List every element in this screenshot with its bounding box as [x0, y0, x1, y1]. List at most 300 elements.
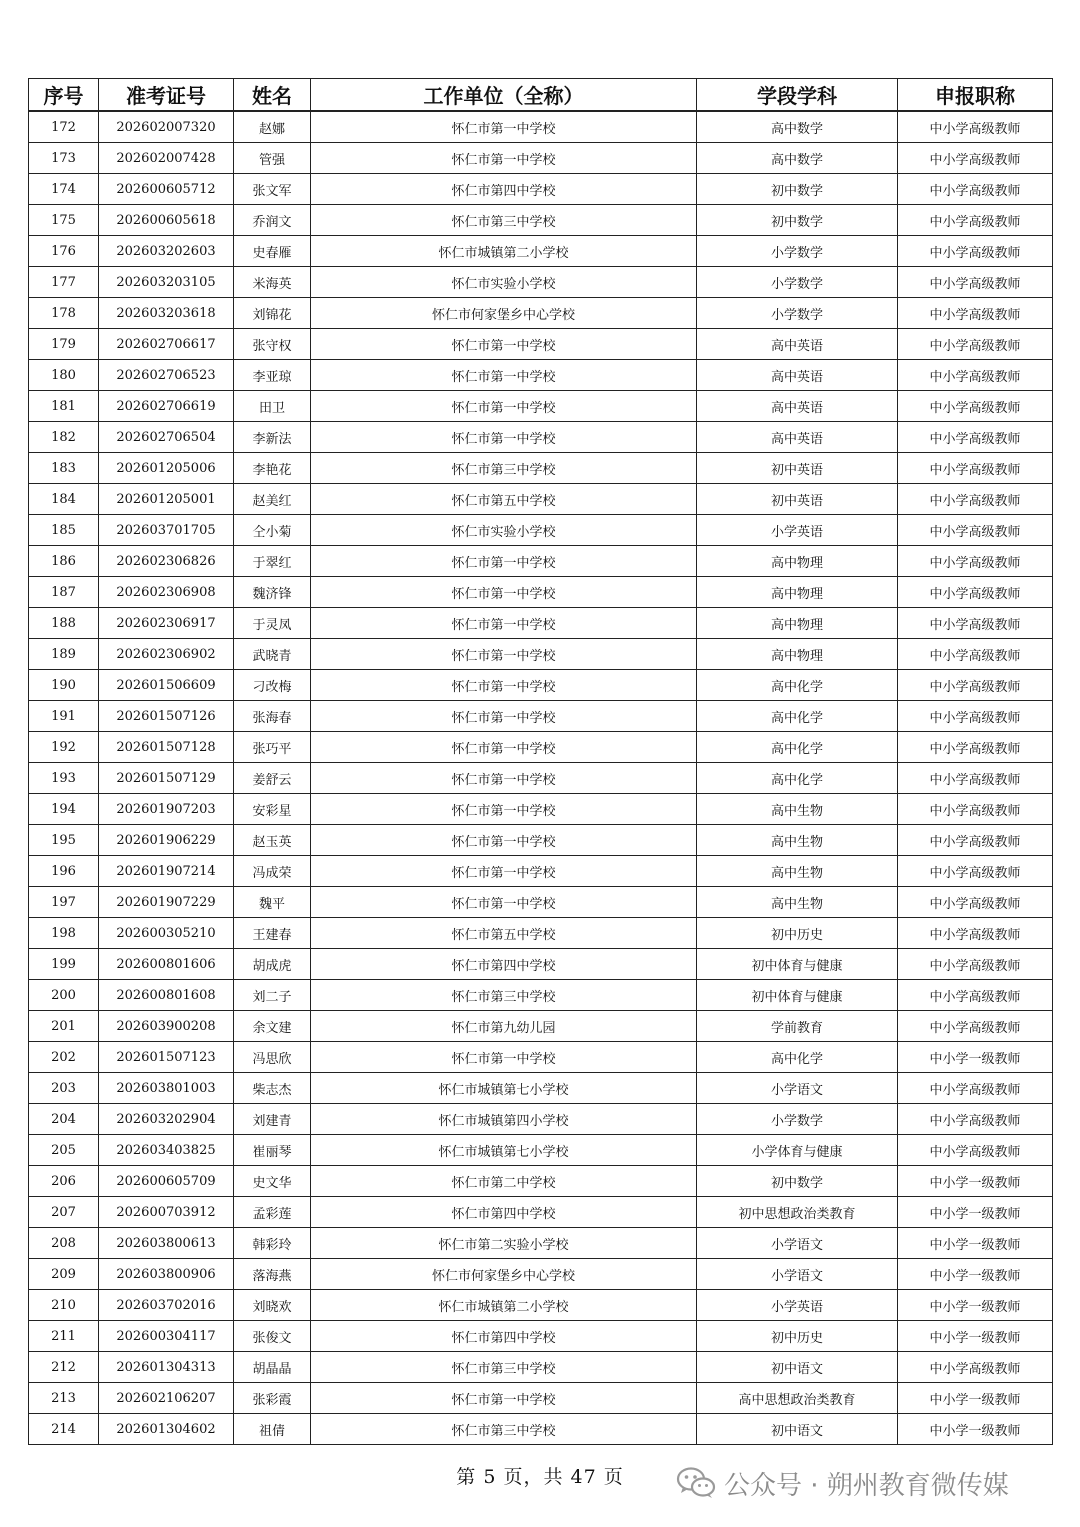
cell-title: 中小学高级教师 [898, 577, 1053, 608]
cell-work-unit: 怀仁市第一中学校 [311, 1383, 697, 1414]
cell-work-unit: 怀仁市第五中学校 [311, 918, 697, 949]
table-row [29, 639, 1053, 670]
cell-serial: 185 [29, 515, 99, 546]
cell-title: 中小学高级教师 [898, 391, 1053, 422]
table-row [29, 1166, 1053, 1197]
cell-subject: 初中思想政治类教育 [697, 1197, 898, 1228]
cell-work-unit: 怀仁市第一中学校 [311, 794, 697, 825]
cell-exam-id: 202603701705 [99, 515, 234, 546]
table-row [29, 825, 1053, 856]
table-row [29, 360, 1053, 391]
cell-subject: 初中英语 [697, 453, 898, 484]
cell-subject: 初中体育与健康 [697, 949, 898, 980]
cell-title: 中小学高级教师 [898, 143, 1053, 174]
cell-serial: 199 [29, 949, 99, 980]
cell-title: 中小学高级教师 [898, 794, 1053, 825]
cell-subject: 高中思想政治类教育 [697, 1383, 898, 1414]
cell-subject: 高中英语 [697, 360, 898, 391]
cell-serial: 198 [29, 918, 99, 949]
cell-subject: 高中生物 [697, 825, 898, 856]
table-row [29, 453, 1053, 484]
cell-title: 中小学高级教师 [898, 639, 1053, 670]
table-row [29, 1042, 1053, 1073]
cell-name: 张海春 [234, 701, 311, 732]
cell-exam-id: 202600305210 [99, 918, 234, 949]
cell-exam-id: 202601507129 [99, 763, 234, 794]
cell-subject: 高中生物 [697, 794, 898, 825]
cell-name: 张俊文 [234, 1321, 311, 1352]
cell-exam-id: 202603202603 [99, 236, 234, 267]
cell-exam-id: 202602706619 [99, 391, 234, 422]
cell-work-unit: 怀仁市城镇第四小学校 [311, 1104, 697, 1135]
cell-work-unit: 怀仁市第三中学校 [311, 1352, 697, 1383]
cell-exam-id: 202602706617 [99, 329, 234, 360]
cell-name: 魏济锋 [234, 577, 311, 608]
cell-serial: 197 [29, 887, 99, 918]
cell-title: 中小学高级教师 [898, 887, 1053, 918]
cell-name: 管强 [234, 143, 311, 174]
cell-serial: 208 [29, 1228, 99, 1259]
cell-exam-id: 202603203105 [99, 267, 234, 298]
cell-title: 中小学高级教师 [898, 174, 1053, 205]
cell-serial: 210 [29, 1290, 99, 1321]
cell-serial: 214 [29, 1414, 99, 1445]
table-row [29, 1321, 1053, 1352]
cell-name: 刘锦花 [234, 298, 311, 329]
cell-serial: 178 [29, 298, 99, 329]
cell-subject: 小学数学 [697, 267, 898, 298]
cell-work-unit: 怀仁市第一中学校 [311, 856, 697, 887]
cell-work-unit: 怀仁市第一中学校 [311, 639, 697, 670]
cell-exam-id: 202603702016 [99, 1290, 234, 1321]
cell-name: 李新法 [234, 422, 311, 453]
header-serial: 序号 [29, 79, 99, 112]
table-body [29, 111, 1053, 1445]
table-row [29, 670, 1053, 701]
cell-title: 中小学高级教师 [898, 918, 1053, 949]
cell-name: 余文建 [234, 1011, 311, 1042]
cell-title: 中小学高级教师 [898, 298, 1053, 329]
table-header [29, 79, 1053, 112]
cell-subject: 小学英语 [697, 1290, 898, 1321]
table-row [29, 856, 1053, 887]
table-row [29, 298, 1053, 329]
cell-exam-id: 202602306908 [99, 577, 234, 608]
cell-serial: 173 [29, 143, 99, 174]
cell-subject: 初中历史 [697, 918, 898, 949]
cell-subject: 初中语文 [697, 1352, 898, 1383]
cell-title: 中小学高级教师 [898, 484, 1053, 515]
cell-exam-id: 202602706523 [99, 360, 234, 391]
cell-subject: 高中数学 [697, 143, 898, 174]
cell-subject: 高中化学 [697, 701, 898, 732]
cell-title: 中小学一级教师 [898, 1414, 1053, 1445]
cell-serial: 194 [29, 794, 99, 825]
cell-exam-id: 202603202904 [99, 1104, 234, 1135]
cell-work-unit: 怀仁市第一中学校 [311, 546, 697, 577]
table-row [29, 329, 1053, 360]
cell-title: 中小学一级教师 [898, 1197, 1053, 1228]
cell-exam-id: 202600605618 [99, 205, 234, 236]
cell-exam-id: 202601507126 [99, 701, 234, 732]
cell-title: 中小学高级教师 [898, 546, 1053, 577]
cell-title: 中小学一级教师 [898, 1166, 1053, 1197]
table-row [29, 515, 1053, 546]
table-row [29, 887, 1053, 918]
cell-work-unit: 怀仁市第一中学校 [311, 887, 697, 918]
table-row [29, 732, 1053, 763]
table-row [29, 391, 1053, 422]
cell-name: 赵玉英 [234, 825, 311, 856]
cell-title: 中小学高级教师 [898, 422, 1053, 453]
table-row [29, 918, 1053, 949]
cell-work-unit: 怀仁市第一中学校 [311, 422, 697, 453]
cell-serial: 180 [29, 360, 99, 391]
cell-serial: 181 [29, 391, 99, 422]
cell-title: 中小学高级教师 [898, 360, 1053, 391]
cell-subject: 小学语文 [697, 1259, 898, 1290]
cell-serial: 204 [29, 1104, 99, 1135]
cell-serial: 186 [29, 546, 99, 577]
cell-subject: 小学数学 [697, 1104, 898, 1135]
cell-work-unit: 怀仁市第一中学校 [311, 1042, 697, 1073]
applicant-table [28, 78, 1053, 1445]
cell-work-unit: 怀仁市第一中学校 [311, 608, 697, 639]
table-row [29, 577, 1053, 608]
cell-serial: 211 [29, 1321, 99, 1352]
cell-name: 刘晓欢 [234, 1290, 311, 1321]
cell-subject: 小学数学 [697, 236, 898, 267]
table-row [29, 143, 1053, 174]
cell-serial: 193 [29, 763, 99, 794]
cell-name: 李艳花 [234, 453, 311, 484]
cell-exam-id: 202601507123 [99, 1042, 234, 1073]
cell-exam-id: 202600605712 [99, 174, 234, 205]
cell-work-unit: 怀仁市第一中学校 [311, 670, 697, 701]
cell-work-unit: 怀仁市第四中学校 [311, 1197, 697, 1228]
header-name: 姓名 [234, 79, 311, 112]
cell-name: 刘二子 [234, 980, 311, 1011]
cell-name: 孟彩莲 [234, 1197, 311, 1228]
cell-subject: 学前教育 [697, 1011, 898, 1042]
cell-name: 落海燕 [234, 1259, 311, 1290]
cell-work-unit: 怀仁市第一中学校 [311, 701, 697, 732]
cell-title: 中小学高级教师 [898, 732, 1053, 763]
cell-serial: 174 [29, 174, 99, 205]
cell-work-unit: 怀仁市第一中学校 [311, 825, 697, 856]
table-row [29, 1383, 1053, 1414]
cell-subject: 高中物理 [697, 639, 898, 670]
cell-serial: 213 [29, 1383, 99, 1414]
table-row [29, 546, 1053, 577]
cell-subject: 初中体育与健康 [697, 980, 898, 1011]
cell-work-unit: 怀仁市第九幼儿园 [311, 1011, 697, 1042]
table-row [29, 980, 1053, 1011]
cell-title: 中小学高级教师 [898, 856, 1053, 887]
cell-title: 中小学高级教师 [898, 267, 1053, 298]
cell-title: 中小学高级教师 [898, 980, 1053, 1011]
cell-exam-id: 202601907229 [99, 887, 234, 918]
cell-serial: 203 [29, 1073, 99, 1104]
cell-title: 中小学高级教师 [898, 236, 1053, 267]
cell-work-unit: 怀仁市第一中学校 [311, 111, 697, 143]
cell-title: 中小学高级教师 [898, 701, 1053, 732]
cell-serial: 187 [29, 577, 99, 608]
cell-serial: 201 [29, 1011, 99, 1042]
cell-name: 史春雁 [234, 236, 311, 267]
cell-work-unit: 怀仁市第一中学校 [311, 391, 697, 422]
cell-serial: 175 [29, 205, 99, 236]
cell-title: 中小学高级教师 [898, 608, 1053, 639]
cell-title: 中小学一级教师 [898, 1290, 1053, 1321]
cell-title: 中小学一级教师 [898, 1383, 1053, 1414]
cell-name: 田卫 [234, 391, 311, 422]
cell-subject: 高中物理 [697, 608, 898, 639]
cell-serial: 190 [29, 670, 99, 701]
cell-work-unit: 怀仁市第三中学校 [311, 1414, 697, 1445]
table-row [29, 1414, 1053, 1445]
cell-exam-id: 202602306826 [99, 546, 234, 577]
cell-exam-id: 202600801608 [99, 980, 234, 1011]
cell-serial: 200 [29, 980, 99, 1011]
cell-subject: 初中英语 [697, 484, 898, 515]
page-number: 第 5 页，共 47 页 [456, 1466, 624, 1488]
table-row [29, 111, 1053, 143]
cell-name: 崔丽琴 [234, 1135, 311, 1166]
table-row [29, 1228, 1053, 1259]
cell-name: 米海英 [234, 267, 311, 298]
cell-exam-id: 202601506609 [99, 670, 234, 701]
cell-exam-id: 202602106207 [99, 1383, 234, 1414]
cell-serial: 205 [29, 1135, 99, 1166]
cell-work-unit: 怀仁市第三中学校 [311, 205, 697, 236]
cell-title: 中小学高级教师 [898, 1011, 1053, 1042]
table-row [29, 267, 1053, 298]
cell-title: 中小学高级教师 [898, 1104, 1053, 1135]
cell-exam-id: 202603800613 [99, 1228, 234, 1259]
cell-work-unit: 怀仁市第一中学校 [311, 329, 697, 360]
cell-work-unit: 怀仁市城镇第二小学校 [311, 1290, 697, 1321]
cell-work-unit: 怀仁市何家堡乡中心学校 [311, 1259, 697, 1290]
cell-work-unit: 怀仁市第四中学校 [311, 174, 697, 205]
cell-subject: 初中历史 [697, 1321, 898, 1352]
cell-exam-id: 202602007320 [99, 111, 234, 143]
cell-title: 中小学高级教师 [898, 1073, 1053, 1104]
cell-work-unit: 怀仁市第二实验小学校 [311, 1228, 697, 1259]
cell-serial: 183 [29, 453, 99, 484]
cell-subject: 小学语文 [697, 1073, 898, 1104]
cell-subject: 高中化学 [697, 1042, 898, 1073]
cell-serial: 176 [29, 236, 99, 267]
cell-subject: 小学英语 [697, 515, 898, 546]
cell-exam-id: 202602306917 [99, 608, 234, 639]
cell-name: 张彩霞 [234, 1383, 311, 1414]
cell-name: 柴志杰 [234, 1073, 311, 1104]
cell-name: 胡晶晶 [234, 1352, 311, 1383]
cell-name: 胡成虎 [234, 949, 311, 980]
cell-serial: 195 [29, 825, 99, 856]
cell-name: 史文华 [234, 1166, 311, 1197]
cell-exam-id: 202601304602 [99, 1414, 234, 1445]
cell-work-unit: 怀仁市第三中学校 [311, 980, 697, 1011]
table-row [29, 484, 1053, 515]
cell-work-unit: 怀仁市城镇第七小学校 [311, 1073, 697, 1104]
cell-name: 刘建青 [234, 1104, 311, 1135]
cell-subject: 高中生物 [697, 856, 898, 887]
table-row [29, 763, 1053, 794]
cell-subject: 初中数学 [697, 1166, 898, 1197]
cell-subject: 高中英语 [697, 391, 898, 422]
table-row [29, 1290, 1053, 1321]
cell-subject: 小学数学 [697, 298, 898, 329]
table-row [29, 794, 1053, 825]
table-row [29, 205, 1053, 236]
cell-title: 中小学高级教师 [898, 1352, 1053, 1383]
cell-name: 仝小菊 [234, 515, 311, 546]
cell-serial: 202 [29, 1042, 99, 1073]
cell-name: 赵娜 [234, 111, 311, 143]
cell-subject: 高中物理 [697, 577, 898, 608]
cell-subject: 高中物理 [697, 546, 898, 577]
cell-exam-id: 202600304117 [99, 1321, 234, 1352]
cell-exam-id: 202600801606 [99, 949, 234, 980]
cell-title: 中小学高级教师 [898, 670, 1053, 701]
cell-name: 于翠红 [234, 546, 311, 577]
cell-name: 冯思欣 [234, 1042, 311, 1073]
cell-exam-id: 202601205001 [99, 484, 234, 515]
cell-work-unit: 怀仁市城镇第二小学校 [311, 236, 697, 267]
cell-exam-id: 202601205006 [99, 453, 234, 484]
cell-subject: 初中数学 [697, 205, 898, 236]
cell-title: 中小学高级教师 [898, 329, 1053, 360]
table-row [29, 1073, 1053, 1104]
cell-title: 中小学高级教师 [898, 825, 1053, 856]
cell-exam-id: 202602706504 [99, 422, 234, 453]
cell-serial: 189 [29, 639, 99, 670]
cell-serial: 182 [29, 422, 99, 453]
cell-exam-id: 202600605709 [99, 1166, 234, 1197]
cell-work-unit: 怀仁市实验小学校 [311, 267, 697, 298]
cell-title: 中小学高级教师 [898, 205, 1053, 236]
cell-serial: 191 [29, 701, 99, 732]
cell-name: 乔润文 [234, 205, 311, 236]
cell-subject: 小学语文 [697, 1228, 898, 1259]
cell-name: 刁改梅 [234, 670, 311, 701]
cell-exam-id: 202603900208 [99, 1011, 234, 1042]
cell-title: 中小学高级教师 [898, 763, 1053, 794]
cell-name: 张守权 [234, 329, 311, 360]
cell-serial: 177 [29, 267, 99, 298]
cell-exam-id: 202601304313 [99, 1352, 234, 1383]
header-exam-id: 准考证号 [99, 79, 234, 112]
cell-work-unit: 怀仁市第一中学校 [311, 143, 697, 174]
table-row [29, 701, 1053, 732]
table-row [29, 1135, 1053, 1166]
cell-title: 中小学高级教师 [898, 111, 1053, 143]
cell-name: 武晓青 [234, 639, 311, 670]
cell-exam-id: 202601906229 [99, 825, 234, 856]
cell-name: 张文军 [234, 174, 311, 205]
cell-serial: 184 [29, 484, 99, 515]
cell-work-unit: 怀仁市实验小学校 [311, 515, 697, 546]
cell-title: 中小学高级教师 [898, 1135, 1053, 1166]
cell-name: 赵美红 [234, 484, 311, 515]
cell-work-unit: 怀仁市第四中学校 [311, 949, 697, 980]
cell-name: 李亚琼 [234, 360, 311, 391]
cell-work-unit: 怀仁市第三中学校 [311, 453, 697, 484]
cell-exam-id: 202603203618 [99, 298, 234, 329]
cell-exam-id: 202603801003 [99, 1073, 234, 1104]
cell-name: 祖倩 [234, 1414, 311, 1445]
cell-title: 中小学一级教师 [898, 1228, 1053, 1259]
wechat-icon [676, 1466, 716, 1500]
cell-subject: 高中英语 [697, 329, 898, 360]
cell-exam-id: 202602007428 [99, 143, 234, 174]
cell-name: 于灵凤 [234, 608, 311, 639]
cell-exam-id: 202603800906 [99, 1259, 234, 1290]
table-row [29, 949, 1053, 980]
cell-work-unit: 怀仁市第五中学校 [311, 484, 697, 515]
cell-name: 王建春 [234, 918, 311, 949]
cell-title: 中小学高级教师 [898, 949, 1053, 980]
table-row [29, 1104, 1053, 1135]
table-row [29, 422, 1053, 453]
cell-name: 魏平 [234, 887, 311, 918]
cell-subject: 高中化学 [697, 763, 898, 794]
cell-work-unit: 怀仁市第一中学校 [311, 763, 697, 794]
cell-subject: 初中语文 [697, 1414, 898, 1445]
cell-work-unit: 怀仁市第二中学校 [311, 1166, 697, 1197]
cell-subject: 高中生物 [697, 887, 898, 918]
header-subject: 学段学科 [697, 79, 898, 112]
cell-serial: 196 [29, 856, 99, 887]
table-row [29, 1197, 1053, 1228]
cell-subject: 高中化学 [697, 670, 898, 701]
watermark-text: 公众号 · 朔州教育微传媒 [724, 1470, 1009, 1501]
cell-title: 中小学高级教师 [898, 515, 1053, 546]
header-title: 申报职称 [898, 79, 1053, 112]
cell-name: 张巧平 [234, 732, 311, 763]
cell-exam-id: 202600703912 [99, 1197, 234, 1228]
cell-exam-id: 202601907203 [99, 794, 234, 825]
cell-subject: 初中数学 [697, 174, 898, 205]
cell-name: 姜舒云 [234, 763, 311, 794]
table-row [29, 236, 1053, 267]
cell-subject: 高中化学 [697, 732, 898, 763]
cell-exam-id: 202601907214 [99, 856, 234, 887]
cell-exam-id: 202603403825 [99, 1135, 234, 1166]
cell-title: 中小学高级教师 [898, 453, 1053, 484]
cell-subject: 高中数学 [697, 111, 898, 143]
cell-serial: 212 [29, 1352, 99, 1383]
table-row [29, 1259, 1053, 1290]
cell-name: 安彩星 [234, 794, 311, 825]
cell-name: 冯成荣 [234, 856, 311, 887]
table-row [29, 1011, 1053, 1042]
cell-serial: 192 [29, 732, 99, 763]
cell-title: 中小学一级教师 [898, 1321, 1053, 1352]
cell-serial: 179 [29, 329, 99, 360]
cell-work-unit: 怀仁市何家堡乡中心学校 [311, 298, 697, 329]
cell-title: 中小学一级教师 [898, 1259, 1053, 1290]
header-work-unit: 工作单位（全称） [311, 79, 697, 112]
watermark [676, 1466, 1009, 1500]
cell-title: 中小学一级教师 [898, 1042, 1053, 1073]
cell-work-unit: 怀仁市第四中学校 [311, 1321, 697, 1352]
table-row [29, 1352, 1053, 1383]
cell-serial: 188 [29, 608, 99, 639]
cell-name: 韩彩玲 [234, 1228, 311, 1259]
